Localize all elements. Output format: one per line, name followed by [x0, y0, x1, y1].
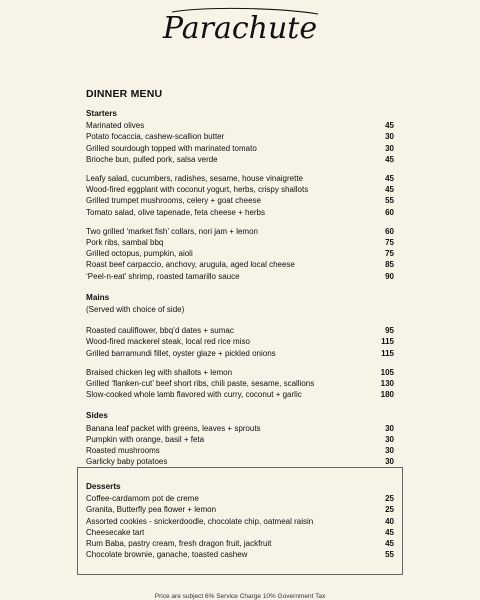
- menu-item-name: Leafy salad, cucumbers, radishes, sesame, house vinaigrette: [86, 174, 304, 184]
- desserts-section: [86, 481, 394, 560]
- menu-item: [86, 549, 394, 560]
- menu-item-price: 30: [385, 143, 394, 153]
- menu-item-name: Rum Baba, pastry cream, fresh dragon fruit, jackfruit: [86, 539, 272, 549]
- menu-item-price: 60: [385, 226, 394, 236]
- menu-item-price: 60: [385, 207, 394, 217]
- menu-item-price: 180: [380, 390, 394, 400]
- menu-item: [86, 226, 394, 237]
- menu-item-name: Grilled trumpet mushrooms, celery + goat cheese: [86, 196, 261, 206]
- menu-item: [86, 336, 394, 347]
- menu-item-price: 105: [380, 367, 394, 377]
- mains-note: (Served with choice of side): [86, 305, 185, 315]
- menu-item-price: 30: [385, 434, 394, 444]
- desserts-list: [86, 493, 394, 560]
- menu-item-price: 90: [385, 271, 394, 281]
- menu-item-name: ‘Peel-n-eat’ shrimp, roasted tamarillo sauce: [86, 271, 240, 281]
- menu-item: [86, 445, 394, 456]
- menu-item: [86, 184, 394, 195]
- starters-heading: Starters: [86, 109, 117, 118]
- menu-item-price: 40: [385, 516, 394, 526]
- menu-item: [86, 527, 394, 538]
- menu-item-name: Brioche bun, pulled pork, salsa verde: [86, 154, 218, 164]
- starters-list: [86, 120, 394, 282]
- menu-item-name: Banana leaf packet with greens, leaves + sprouts: [86, 423, 261, 433]
- menu-item-price: 115: [381, 348, 394, 358]
- menu-item-price: 25: [385, 505, 394, 515]
- menu-item-name: Roast beef carpaccio, anchovy, arugula, aged local cheese: [86, 260, 295, 270]
- menu-item-name: Coffee-cardamom pot de creme: [86, 494, 199, 504]
- menu-item-name: Cheesecake tart: [86, 527, 145, 537]
- menu-item-name: Wood-fired mackerel steak, local red rice miso: [86, 337, 250, 347]
- menu-item: [86, 131, 394, 142]
- menu-item: [86, 378, 394, 389]
- menu-item-name: Assorted cookies - snickerdoodle, chocolate chip, oatmeal raisin: [86, 516, 314, 526]
- menu-item-name: Pumpkin with orange, basil + feta: [86, 434, 205, 444]
- menu-item: [86, 259, 394, 270]
- sides-list: [86, 423, 394, 468]
- menu-item-name: Pork ribs, sambal bbq: [86, 238, 164, 248]
- menu-item-name: Roasted cauliflower, bbq’d dates + sumac: [86, 326, 234, 336]
- menu-item: [86, 434, 394, 445]
- logo-text: Parachute: [162, 11, 318, 46]
- menu-item-price: 45: [385, 527, 394, 537]
- menu-item-price: 55: [385, 550, 394, 560]
- menu-item-price: 30: [385, 423, 394, 433]
- desserts-heading: Desserts: [86, 482, 121, 491]
- menu-item-name: Two grilled ‘market fish’ collars, nori jam + lemon: [86, 226, 258, 236]
- menu-item: [86, 154, 394, 165]
- menu-item: [86, 120, 394, 131]
- menu-item-name: Marinated olives: [86, 121, 145, 131]
- menu-item-price: 25: [385, 494, 394, 504]
- menu-item: [86, 348, 394, 359]
- menu-item-name: Potato focaccia, cashew-scallion butter: [86, 132, 225, 142]
- mains-list: [86, 325, 394, 400]
- menu-item: [86, 271, 394, 282]
- menu-item-name: Garlicky baby potatoes: [86, 457, 168, 467]
- menu-item-price: 55: [385, 196, 394, 206]
- menu-item-price: 130: [380, 379, 394, 389]
- menu-item: [86, 456, 394, 467]
- menu-item-price: 75: [385, 249, 394, 259]
- menu-item: [86, 389, 394, 400]
- menu-item: [86, 493, 394, 504]
- menu-item: [86, 173, 394, 184]
- menu-item: [86, 423, 394, 434]
- menu-item-price: 85: [385, 260, 394, 270]
- menu-title: DINNER MENU: [86, 88, 163, 100]
- menu-item-price: 45: [385, 539, 394, 549]
- menu-item: [86, 504, 394, 515]
- menu-item: [86, 538, 394, 549]
- sides-heading: Sides: [86, 411, 108, 421]
- brand-logo: [0, 0, 480, 52]
- menu-item: [86, 248, 394, 259]
- mains-heading: Mains: [86, 292, 110, 302]
- menu-item-name: Granita, Butterfly pea flower + lemon: [86, 505, 217, 515]
- menu-item-price: 30: [385, 446, 394, 456]
- menu-item-name: Chocolate brownie, ganache, toasted cashew: [86, 550, 248, 560]
- menu-item: [86, 143, 394, 154]
- menu-item-name: Wood-fired eggplant with coconut yogurt, herbs, crispy shallots: [86, 185, 309, 195]
- menu-item-price: 75: [385, 238, 394, 248]
- menu-item-name: Grilled octopus, pumpkin, aioli: [86, 249, 193, 259]
- footer-note: Price are subject 6% Service Charge 10% Government Tax: [154, 593, 326, 600]
- menu-item-name: Tomato salad, olive tapenade, feta cheese + herbs: [86, 207, 266, 217]
- menu-item-price: 115: [381, 337, 394, 347]
- menu-item-name: Grilled barramundi fillet, oyster glaze + pickled onions: [86, 348, 276, 358]
- menu-item-price: 30: [385, 457, 394, 467]
- menu-item-name: Roasted mushrooms: [86, 446, 160, 456]
- menu-item: [86, 516, 394, 527]
- menu-content: [86, 108, 394, 467]
- menu-item: [86, 325, 394, 336]
- menu-item: [86, 237, 394, 248]
- menu-item-price: 45: [385, 185, 394, 195]
- menu-item-price: 95: [385, 326, 394, 336]
- menu-item-price: 45: [385, 154, 394, 164]
- menu-item: [86, 367, 394, 378]
- menu-item-name: Braised chicken leg with shallots + lemon: [86, 367, 233, 377]
- menu-item: [86, 195, 394, 206]
- menu-item-price: 30: [385, 132, 394, 142]
- menu-item-name: Grilled ‘flanken-cut’ beef short ribs, chili paste, sesame, scallions: [86, 379, 315, 389]
- menu-item: [86, 207, 394, 218]
- menu-item-name: Slow-cooked whole lamb flavored with curry, coconut + garlic: [86, 390, 302, 400]
- menu-item-name: Grilled sourdough topped with marinated tomato: [86, 143, 257, 153]
- parachute-script-logo: [150, 0, 330, 52]
- menu-item-price: 45: [385, 174, 394, 184]
- menu-item-price: 45: [385, 121, 394, 131]
